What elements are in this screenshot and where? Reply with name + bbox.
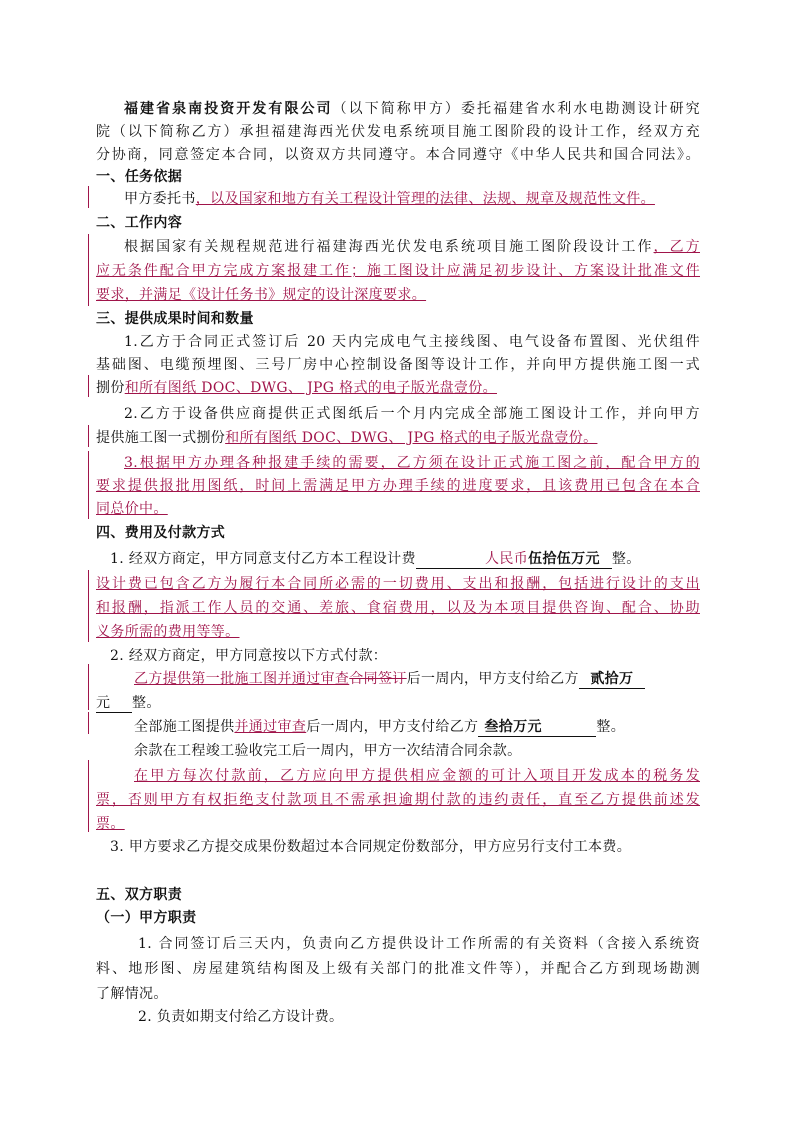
revision-bar — [88, 664, 89, 710]
basis-line: 甲方委托书，以及国家和地方有关工程设计管理的法律、法规、规章及规范性文件。 — [124, 191, 655, 207]
subsection-heading: （一）甲方职责 — [96, 910, 197, 926]
fee-includes-line-3: 义务所需的费用等等。 — [96, 624, 240, 640]
section-heading: 一、任务依据 — [96, 169, 183, 185]
fee-line: 1. 经双方商定，甲方同意支付乙方本工程设计费 人民币伍拾伍万元 整。 — [110, 551, 641, 567]
section-heading: 二、工作内容 — [96, 215, 183, 231]
deliverable-3-line-1: 3.根据甲方办理各种报建手续的需要，乙方须在设计正式施工图之前，配合甲方的 — [124, 455, 700, 471]
intro-line-2: 院（以下简称乙方）承担福建海西光伏发电系统项目施工图阶段的设计工作，经双方充 — [96, 124, 700, 140]
duty-1-line-3: 了解情况。 — [96, 986, 168, 1002]
payment-1-amount: 贰拾万 — [579, 670, 645, 689]
deliverable-1-line-2: 基础图、电缆预埋图、三号厂房中心控制设备图等设计工作，并向甲方提供施工图一式 — [96, 357, 700, 373]
revision-bar — [88, 712, 89, 734]
payment-3-line: 余款在工程竣工验收完工后一周内，甲方一次结清合同余款。 — [134, 743, 522, 759]
revision-bar — [88, 451, 89, 519]
invoice-line-2: 票，否则甲方有权拒绝支付款项且不需承担逾期付款的违约责任，直至乙方提供前述发 — [96, 792, 700, 808]
invoice-line-3: 票。 — [96, 816, 125, 832]
revised-text: ，乙方 — [653, 239, 700, 255]
revised-text: 并通过审查 — [234, 719, 307, 735]
revision-bar — [88, 375, 89, 397]
revision-bar — [88, 760, 89, 832]
duty-1-line-1: 1. 合同签订后三天内，负责向乙方提供设计工作所需的有关资料（含接入系统资 — [138, 936, 700, 952]
intro-line-1: 福建省泉南投资开发有限公司（以下简称甲方）委托福建省水利水电勘测设计研究 — [124, 101, 700, 117]
revised-text: 和所有图纸 DOC、DWG、 JPG 格式的电子版光盘壹份。 — [124, 380, 497, 396]
deliverable-2-line-2: 提供施工图一式捌份和所有图纸 DOC、DWG、 JPG 格式的电子版光盘壹份。 — [96, 430, 598, 446]
work-line-2: 应无条件配合甲方完成方案报建工作；施工图设计应满足初步设计、方案设计批准文件 — [96, 263, 700, 279]
work-line-1: 根据国家有关规程规范进行福建海西光伏发电系统项目施工图阶段设计工作，乙方 — [124, 239, 700, 255]
party-a-name: 福建省泉南投资开发有限公司 — [124, 101, 333, 117]
payment-method-line: 2. 经双方商定，甲方同意按以下方式付款： — [110, 648, 388, 664]
revision-bar — [88, 186, 89, 208]
fee-amount: 伍拾伍万元 — [528, 551, 600, 567]
section-heading: 四、费用及付款方式 — [96, 525, 226, 541]
deliverable-3-line-3: 同总价中。 — [96, 501, 168, 517]
payment-1-amount-unit: 元 — [96, 694, 132, 713]
extra-copies-line: 3. 甲方要求乙方提交成果份数超过本合同规定份数部分，甲方应另行支付工本费。 — [110, 839, 632, 855]
revision-bar — [88, 234, 89, 306]
payment-1-line-1: 乙方提供第一批施工图并通过审查合同签订后一周内，甲方支付给乙方 贰拾万 — [134, 670, 700, 689]
revised-text: 乙方提供第一批施工图并通过审查 — [134, 671, 350, 687]
revised-text: ，以及国家和地方有关工程设计管理的法律、法规、规章及规范性文件。 — [195, 191, 655, 207]
fee-includes-line-2: 和报酬，指派工作人员的交通、差旅、食宿费用，以及为本项目提供咨询、配合、协助 — [96, 600, 700, 616]
invoice-line-1: 在甲方每次付款前，乙方应向甲方提供相应金额的可计入项目开发成本的税务发 — [134, 768, 700, 784]
work-line-3: 要求，并满足《设计任务书》规定的设计深度要求。 — [96, 287, 427, 303]
section-heading: 五、双方职责 — [96, 887, 183, 903]
duty-1-line-2: 料、地形图、房屋建筑结构图及上级有关部门的批准文件等），并配合乙方到现场勘测 — [96, 961, 700, 977]
deliverable-1-line-3: 捌份和所有图纸 DOC、DWG、 JPG 格式的电子版光盘壹份。 — [96, 380, 497, 396]
revised-text: 和所有图纸 DOC、DWG、 JPG 格式的电子版光盘壹份。 — [225, 430, 598, 446]
deliverable-3-line-2: 要求提供报批用图纸，时间上需满足甲方办理手续的进度要求，且该费用已包含在本合 — [96, 478, 700, 494]
section-heading: 三、提供成果时间和数量 — [96, 311, 254, 327]
duty-2-line: 2. 负责如期支付给乙方设计费。 — [138, 1009, 344, 1025]
struck-text: 合同签订 — [349, 671, 407, 687]
revision-bar — [88, 570, 89, 642]
fee-amount-blank: 人民币伍拾伍万元 — [416, 550, 612, 569]
deliverable-2-line-1: 2.乙方于设备供应商提供正式图纸后一个月内完成全部施工图设计工作，并向甲方 — [124, 406, 700, 422]
revision-bar — [88, 425, 89, 447]
payment-2-line: 全部施工图提供并通过审查后一周内，甲方支付给乙方 叁拾万元 整。 — [134, 719, 626, 735]
intro-line-3: 分协商，同意签定本合同，以资双方共同遵守。本合同遵守《中华人民共和国合同法》。 — [96, 147, 700, 163]
payment-1-line-2: 元 整。 — [96, 695, 161, 711]
fee-includes-line-1: 设计费已包含乙方为履行本合同所必需的一切费用、支出和报酬，包括进行设计的支出 — [96, 576, 700, 592]
deliverable-1-line-1: 1.乙方于合同正式签订后 20 天内完成电气主接线图、电气设备布置图、光伏组件 — [124, 334, 700, 350]
payment-2-amount: 叁拾万元 — [478, 718, 596, 737]
